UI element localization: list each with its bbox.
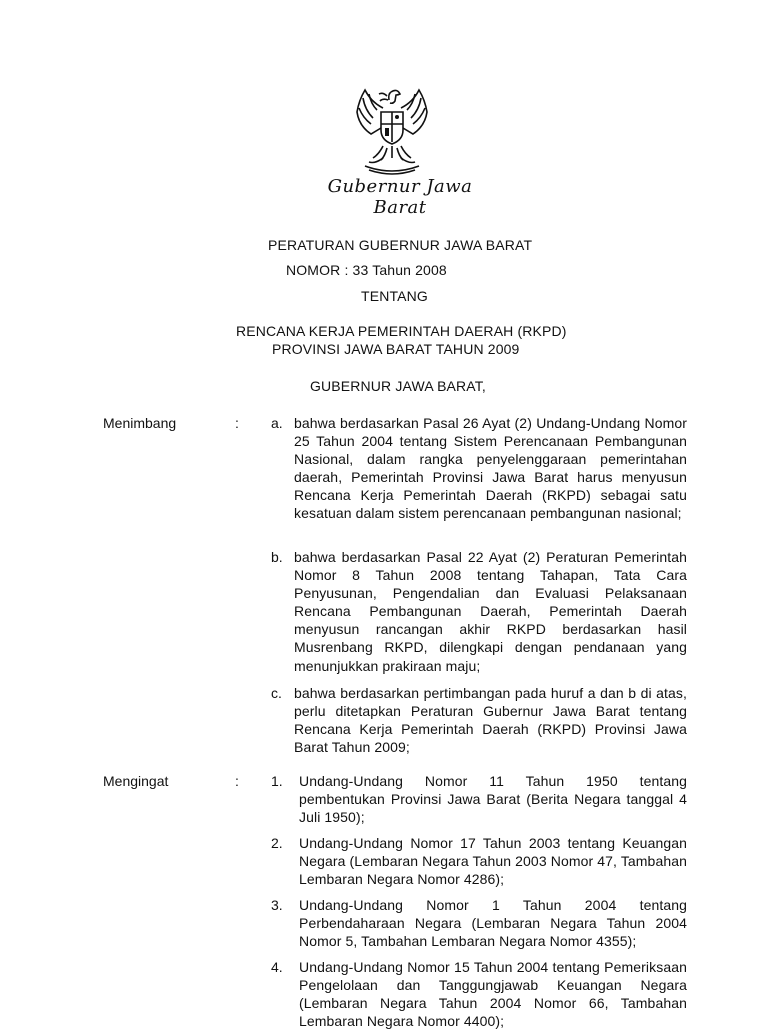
- subject-line-2: PROVINSI JAWA BARAT TAHUN 2009: [272, 341, 520, 357]
- mengingat-item-4: Undang-Undang Nomor 15 Tahun 2004 tentang Pemeriksaan Pengelolaan dan Tanggungjawab Keuangan Negara (Lembaran Negara Tahun 2004 Nomor 66, Tambahan Lembaran Negara Nomor 4400);: [299, 959, 687, 1030]
- mengingat-item-1: Undang-Undang Nomor 11 Tahun 1950 tentang pembentukan Provinsi Jawa Barat (Berita Negara tanggal 4 Juli 1950);: [299, 773, 687, 826]
- mengingat-marker-3: 3.: [271, 897, 283, 913]
- mengingat-marker-4: 4.: [271, 959, 283, 975]
- mengingat-marker-2: 2.: [271, 835, 283, 851]
- menimbang-colon: :: [235, 415, 239, 431]
- menimbang-marker-b: b.: [271, 549, 283, 565]
- tentang-heading: TENTANG: [361, 288, 428, 304]
- menimbang-marker-a: a.: [271, 415, 283, 431]
- subject-line-1: RENCANA KERJA PEMERINTAH DAERAH (RKPD): [236, 323, 567, 339]
- governor-heading: GUBERNUR JAWA BARAT,: [310, 378, 486, 394]
- signature-governor: Gubernur Jawa Barat: [327, 176, 473, 218]
- mengingat-label: Mengingat: [103, 773, 169, 789]
- garuda-emblem-icon: [347, 86, 437, 178]
- menimbang-item-c: bahwa berdasarkan pertimbangan pada huruf a dan b di atas, perlu ditetapkan Peraturan Gubernur Jawa Barat tentang Rencana Kerja Pemerintah Daerah (RKPD) Provinsi Jawa Barat Tahun 2009;: [294, 685, 687, 756]
- menimbang-item-b: bahwa berdasarkan Pasal 22 Ayat (2) Peraturan Pemerintah Nomor 8 Tahun 2008 tentang Tahapan, Tata Cara Penyusunan, Pengendalian dan Evaluasi Pelaksanaan Rencana Pembangunan Daerah, Pemerintah Daerah menyusun rancangan akhir RKPD berdasarkan hasil Musrenbang RKPD, dilengkapi dengan pendanaan yang menunjukkan prakiraan maju;: [294, 549, 687, 674]
- menimbang-label: Menimbang: [103, 415, 177, 431]
- menimbang-marker-c: c.: [271, 685, 282, 701]
- mengingat-marker-1: 1.: [271, 773, 283, 789]
- regulation-title: PERATURAN GUBERNUR JAWA BARAT: [268, 237, 533, 253]
- mengingat-item-3: Undang-Undang Nomor 1 Tahun 2004 tentang Perbendaharaan Negara (Lembaran Negara Tahun 2004 Nomor 5, Tambahan Lembaran Negara Nomor 4355);: [299, 897, 687, 950]
- mengingat-item-2: Undang-Undang Nomor 17 Tahun 2003 tentang Keuangan Negara (Lembaran Negara Tahun 2003 Nomor 47, Tambahan Lembaran Negara Nomor 4286);: [299, 835, 687, 888]
- menimbang-item-a: bahwa berdasarkan Pasal 26 Ayat (2) Undang-Undang Nomor 25 Tahun 2004 tentang Sistem Perencanaan Pembangunan Nasional, dalam rangka penyelenggaraan pemerintahan daerah, Pemerintah Provinsi Jawa Barat harus menyusun Rencana Kerja Pemerintah Daerah (RKPD) sebagai satu kesatuan dalam sistem perencanaan pembangunan nasional;: [294, 415, 687, 522]
- mengingat-colon: :: [235, 773, 239, 789]
- regulation-number: NOMOR : 33 Tahun 2008: [286, 262, 447, 278]
